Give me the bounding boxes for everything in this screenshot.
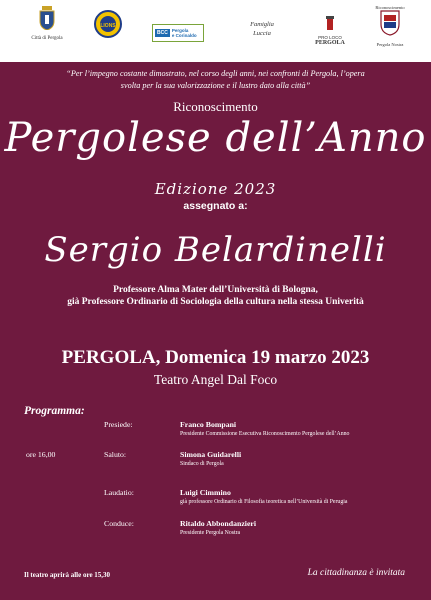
program-person-desc: Sindaco di Pergola bbox=[180, 461, 224, 467]
bcc-label: BCC bbox=[157, 30, 168, 36]
assigned-label: assegnato a: bbox=[183, 200, 248, 212]
pergola-nostra-logo bbox=[370, 4, 410, 47]
famiglia-logo bbox=[242, 20, 282, 38]
poster-body bbox=[0, 62, 431, 600]
program-person: Simona Guidarelli bbox=[180, 450, 242, 459]
credentials-line-2: già Professore Ordinario di Sociologia della cultura nella stessa Univerità bbox=[67, 297, 364, 307]
bcc-sub1: Pergola bbox=[171, 28, 189, 33]
bcc-logo bbox=[152, 24, 204, 42]
nostra-caption-bottom: Pergola Nostra bbox=[376, 42, 404, 47]
comune-caption: Città di Pergola bbox=[31, 36, 63, 41]
dedication-quote bbox=[0, 68, 431, 91]
quote-line-2: svolta per la sua valorizzazione e il lustro dato alla città” bbox=[120, 80, 311, 90]
program-role: Laudatio: bbox=[104, 488, 134, 497]
proloco-line2: PERGOLA bbox=[315, 40, 345, 46]
recipient-name: Sergio Belardinelli bbox=[44, 230, 387, 270]
program-person-desc: già professore Ordinario di Filosofia teoretica nell’Università di Perugia bbox=[180, 499, 348, 505]
lions-club-icon bbox=[94, 10, 122, 38]
award-heading: Riconoscimento bbox=[173, 99, 258, 114]
bcc-sub2: e Corinaldo bbox=[171, 33, 197, 38]
sponsor-logo-bar bbox=[0, 0, 431, 62]
famiglia-line2: Luccia bbox=[253, 30, 271, 37]
program-time: ore 16,00 bbox=[26, 450, 56, 459]
award-edition: Edizione 2023 bbox=[154, 180, 277, 198]
tower-icon bbox=[323, 16, 337, 30]
nostra-caption-top: Riconoscimento bbox=[375, 5, 405, 10]
event-venue: Teatro Angel Dal Foco bbox=[153, 372, 278, 387]
program-person-desc: Presidente Commissione Esecutiva Riconoscimento Pergolese dell’Anno bbox=[180, 431, 350, 437]
coat-of-arms-icon bbox=[39, 6, 55, 30]
shield-icon bbox=[380, 10, 400, 36]
proloco-logo bbox=[312, 16, 348, 47]
event-date: PERGOLA, Domenica 19 marzo 2023 bbox=[61, 347, 370, 368]
program-person: Luigi Cimmino bbox=[180, 488, 231, 497]
program-person: Franco Bompani bbox=[180, 420, 237, 429]
recipient-credentials bbox=[0, 284, 431, 308]
program-role: Conduce: bbox=[104, 519, 134, 528]
award-title: Pergolese dell’Anno bbox=[4, 115, 427, 161]
proloco-line1: PRO LOCO bbox=[318, 35, 342, 40]
program-heading: Programma: bbox=[24, 405, 85, 417]
program-role: Presiede: bbox=[104, 420, 133, 429]
famiglia-line1: Famiglia bbox=[250, 21, 274, 28]
credentials-line-1: Professore Alma Mater dell’Università di Bologna, bbox=[113, 285, 318, 295]
lions-logo bbox=[92, 10, 124, 43]
lions-label: LIONS bbox=[100, 23, 116, 29]
program-role: Saluto: bbox=[104, 450, 127, 459]
quote-line-1: “Per l’impegno costante dimostrato, nel corso degli anni, nei confronti di Pergola, l’opera bbox=[66, 69, 365, 78]
invitation-note: La cittadinanza è invitata bbox=[307, 568, 405, 578]
comune-logo bbox=[30, 6, 64, 41]
program-person: Ritaldo Abbondanzieri bbox=[180, 519, 257, 528]
program-person-desc: Presidente Pergola Nostra bbox=[180, 530, 241, 536]
opening-time-note: Il teatro aprirà alle ore 15,30 bbox=[24, 571, 111, 579]
